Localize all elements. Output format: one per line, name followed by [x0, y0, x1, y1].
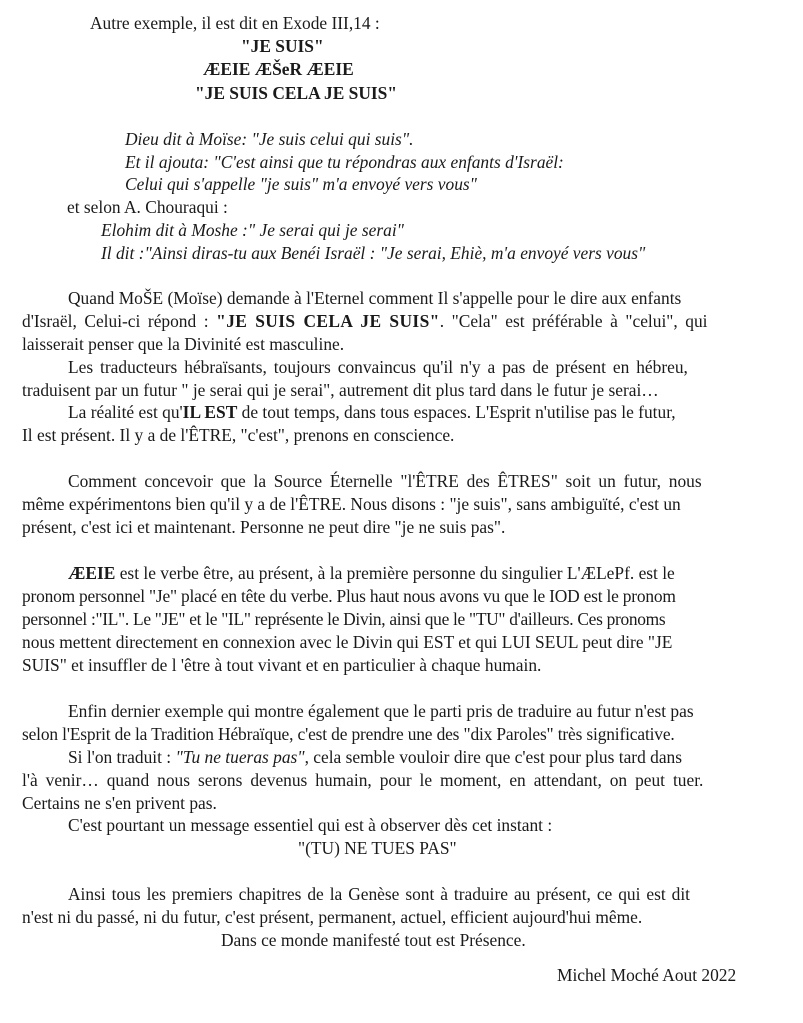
paragraph-line: n'est ni du passé, ni du futur, c'est présent, permanent, actuel, efficient aujourd'hui même.	[22, 907, 643, 927]
paragraph-line: laisserait penser que la Divinité est masculine.	[22, 334, 345, 354]
text-run: est le verbe être, au présent, à la première personne du singulier L'ÆLePf. est le	[115, 563, 675, 583]
paragraph-line: Les traducteurs hébraïsants, toujours convaincus qu'il n'y a pas de présent en hébreu,	[68, 357, 688, 377]
citation-line: Il dit :"Ainsi diras-tu aux Benéi Israël : "Je serai, Ehiè, m'a envoyé vers vous"	[101, 243, 646, 263]
paragraph-line: présent, c'est ici et maintenant. Personne ne peut dire "je ne suis pas".	[22, 517, 506, 537]
emphasis: IL EST	[182, 402, 238, 422]
text-run: d'Israël, Celui-ci répond :	[22, 311, 217, 331]
paragraph-line: Quand MoŠE (Moïse) demande à l'Eternel comment Il s'appelle pour le dire aux enfants	[68, 288, 682, 308]
text-run: La réalité est qu'	[68, 402, 183, 422]
paragraph-line: Ainsi tous les premiers chapitres de la Genèse sont à traduire au présent, ce qui est dit	[68, 884, 691, 904]
text-run: . "Cela" est préférable à "celui", qui	[439, 311, 708, 331]
paragraph-line	[68, 747, 682, 767]
quote-je-suis: "JE SUIS"	[241, 36, 324, 56]
paragraph-line: Dans ce monde manifesté tout est Présence.	[221, 930, 526, 950]
citation-line: Elohim dit à Moshe :" Je serai qui je serai"	[101, 220, 404, 240]
emphasis: "JE SUIS CELA JE SUIS"	[216, 311, 440, 331]
paragraph-line: pronom personnel "Je" placé en tête du verbe. Plus haut nous avons vu que le IOD est le pronom	[22, 586, 676, 606]
text-run: Si l'on traduit :	[68, 747, 176, 767]
citation-line: Celui qui s'appelle "je suis" m'a envoyé vers vous"	[125, 174, 477, 194]
paragraph-line	[22, 311, 708, 331]
paragraph-line: Comment concevoir que la Source Éternelle "l'ÊTRE des ÊTRES" soit un futur, nous	[68, 471, 702, 491]
paragraph-line: SUIS" et insuffler de l 'être à tout vivant et en particulier à chaque humain.	[22, 655, 542, 675]
paragraph-line	[68, 563, 675, 583]
paragraph-line: Il est présent. Il y a de l'ÊTRE, "c'est", prenons en conscience.	[22, 425, 455, 445]
citation-source: et selon A. Chouraqui :	[67, 197, 228, 217]
paragraph-line: Certains ne s'en privent pas.	[22, 793, 217, 813]
text-run: , cela semble vouloir dire que c'est pour plus tard dans	[304, 747, 682, 767]
paragraph-line: nous mettent directement en connexion avec le Divin qui EST et qui LUI SEUL peut dire "JE	[22, 632, 673, 652]
signature: Michel Moché Aout 2022	[557, 965, 737, 985]
paragraph-line: traduisent par un futur " je serai qui je serai", autrement dit plus tard dans le futur je serai…	[22, 380, 659, 400]
emphasis: "Tu ne tueras pas"	[175, 747, 305, 767]
intro-line: Autre exemple, il est dit en Exode III,14 :	[90, 13, 380, 33]
paragraph-line	[68, 402, 676, 422]
paragraph-line: C'est pourtant un message essentiel qui est à observer dès cet instant :	[68, 815, 553, 835]
paragraph-line: même expérimentons bien qu'il y a de l'ÊTRE. Nous disons : "je suis", sans ambiguïté, c'est un	[22, 494, 681, 514]
paragraph-line: personnel :"IL". Le "JE" et le "IL" représente le Divin, ainsi que le "TU" d'ailleurs. Ces pronoms	[22, 609, 666, 629]
paragraph-line: Enfin dernier exemple qui montre également que le parti pris de traduire au futur n'est pas	[68, 701, 694, 721]
emphasis: ÆEIE	[68, 563, 116, 583]
citation-line: Dieu dit à Moïse: "Je suis celui qui suis".	[125, 129, 414, 149]
quote-je-suis-cela: "JE SUIS CELA JE SUIS"	[195, 83, 397, 103]
paragraph-line: selon l'Esprit de la Tradition Hébraïque, c'est de prendre une des "dix Paroles" très significative.	[22, 724, 675, 744]
text-run: de tout temps, dans tous espaces. L'Esprit n'utilise pas le futur,	[237, 402, 676, 422]
citation-line: Et il ajouta: "C'est ainsi que tu répondras aux enfants d'Israël:	[125, 152, 564, 172]
commandment-quote: "(TU) NE TUES PAS"	[298, 838, 457, 858]
paragraph-line: l'à venir… quand nous serons devenus humain, pour le moment, en attendant, on peut tuer.	[22, 770, 704, 790]
hebrew-transliteration: ÆEIE ÆŠeR ÆEIE	[203, 59, 354, 79]
